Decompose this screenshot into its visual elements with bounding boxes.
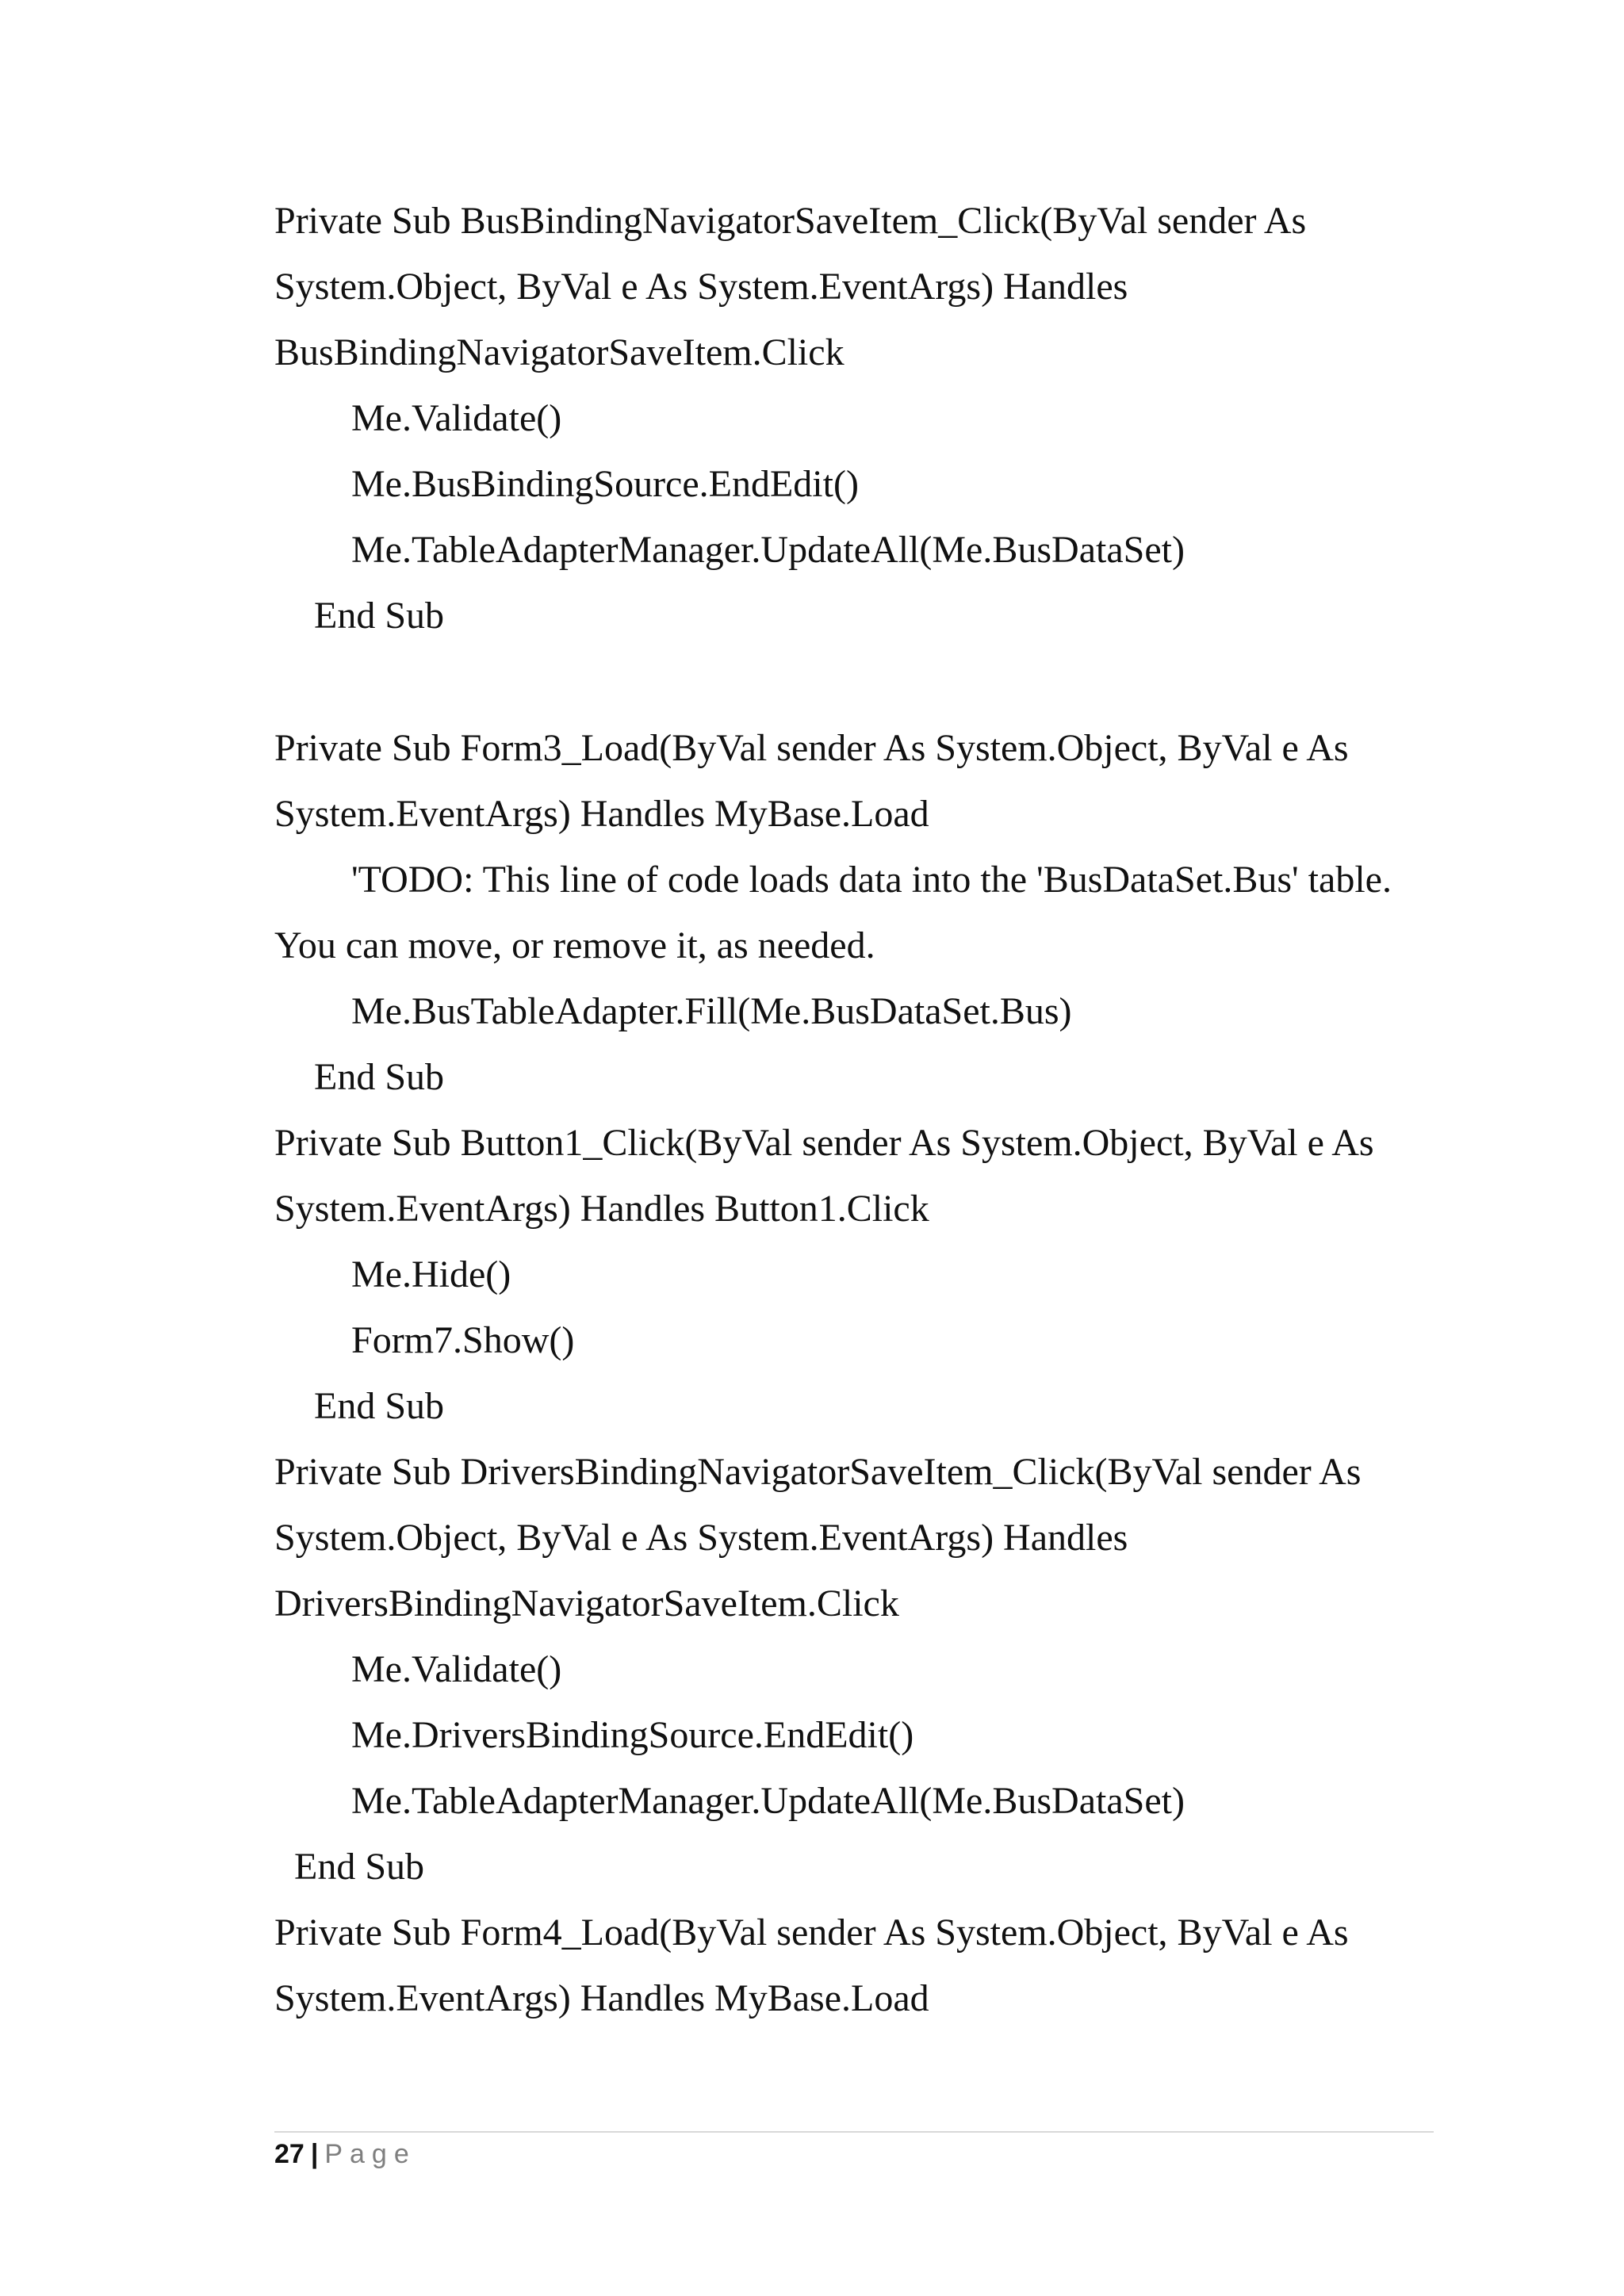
page-number: 27 [274,2139,304,2169]
code-line: Me.Validate() [351,397,562,439]
code-line: End Sub [314,1056,445,1098]
code-line: Me.BusTableAdapter.Fill(Me.BusDataSet.Bus) [351,990,1072,1032]
code-line: System.Object, ByVal e As System.EventArgs) Handles [274,1517,1128,1559]
code-line: End Sub [294,1846,425,1888]
code-line: Me.BusBindingSource.EndEdit() [351,463,859,505]
page-label: Page [324,2139,416,2169]
code-line: Private Sub Form4_Load(ByVal sender As System.Object, ByVal e As [274,1911,1349,1954]
footer-divider [274,2131,1434,2133]
code-line: Private Sub Button1_Click(ByVal sender As System.Object, ByVal e As [274,1122,1374,1164]
code-line: System.EventArgs) Handles MyBase.Load [274,1977,929,2019]
code-line: Me.Validate() [351,1648,562,1690]
code-line: System.Object, ByVal e As System.EventArgs) Handles [274,266,1128,308]
code-line: Me.TableAdapterManager.UpdateAll(Me.BusDataSet) [351,1780,1185,1822]
code-line: Me.TableAdapterManager.UpdateAll(Me.BusDataSet) [351,529,1185,571]
code-line: End Sub [314,1385,445,1427]
code-line: System.EventArgs) Handles Button1.Click [274,1188,929,1230]
code-comment-line: 'TODO: This line of code loads data into the 'BusDataSet.Bus' table. [351,859,1392,901]
code-line: DriversBindingNavigatorSaveItem.Click [274,1582,899,1624]
code-line: System.EventArgs) Handles MyBase.Load [274,793,929,835]
code-line: Me.Hide() [351,1253,511,1295]
code-line: Private Sub Form3_Load(ByVal sender As System.Object, ByVal e As [274,727,1349,769]
footer-separator: | [310,2139,319,2169]
code-line: BusBindingNavigatorSaveItem.Click [274,331,845,373]
code-comment-line: You can move, or remove it, as needed. [274,924,875,966]
code-line: End Sub [314,595,445,637]
code-line: Private Sub DriversBindingNavigatorSaveItem_Click(ByVal sender As [274,1451,1362,1493]
page-footer [274,2135,416,2173]
code-line: Private Sub BusBindingNavigatorSaveItem_Click(ByVal sender As [274,200,1307,242]
code-line: Me.DriversBindingSource.EndEdit() [351,1714,914,1756]
code-line: Form7.Show() [351,1319,575,1361]
